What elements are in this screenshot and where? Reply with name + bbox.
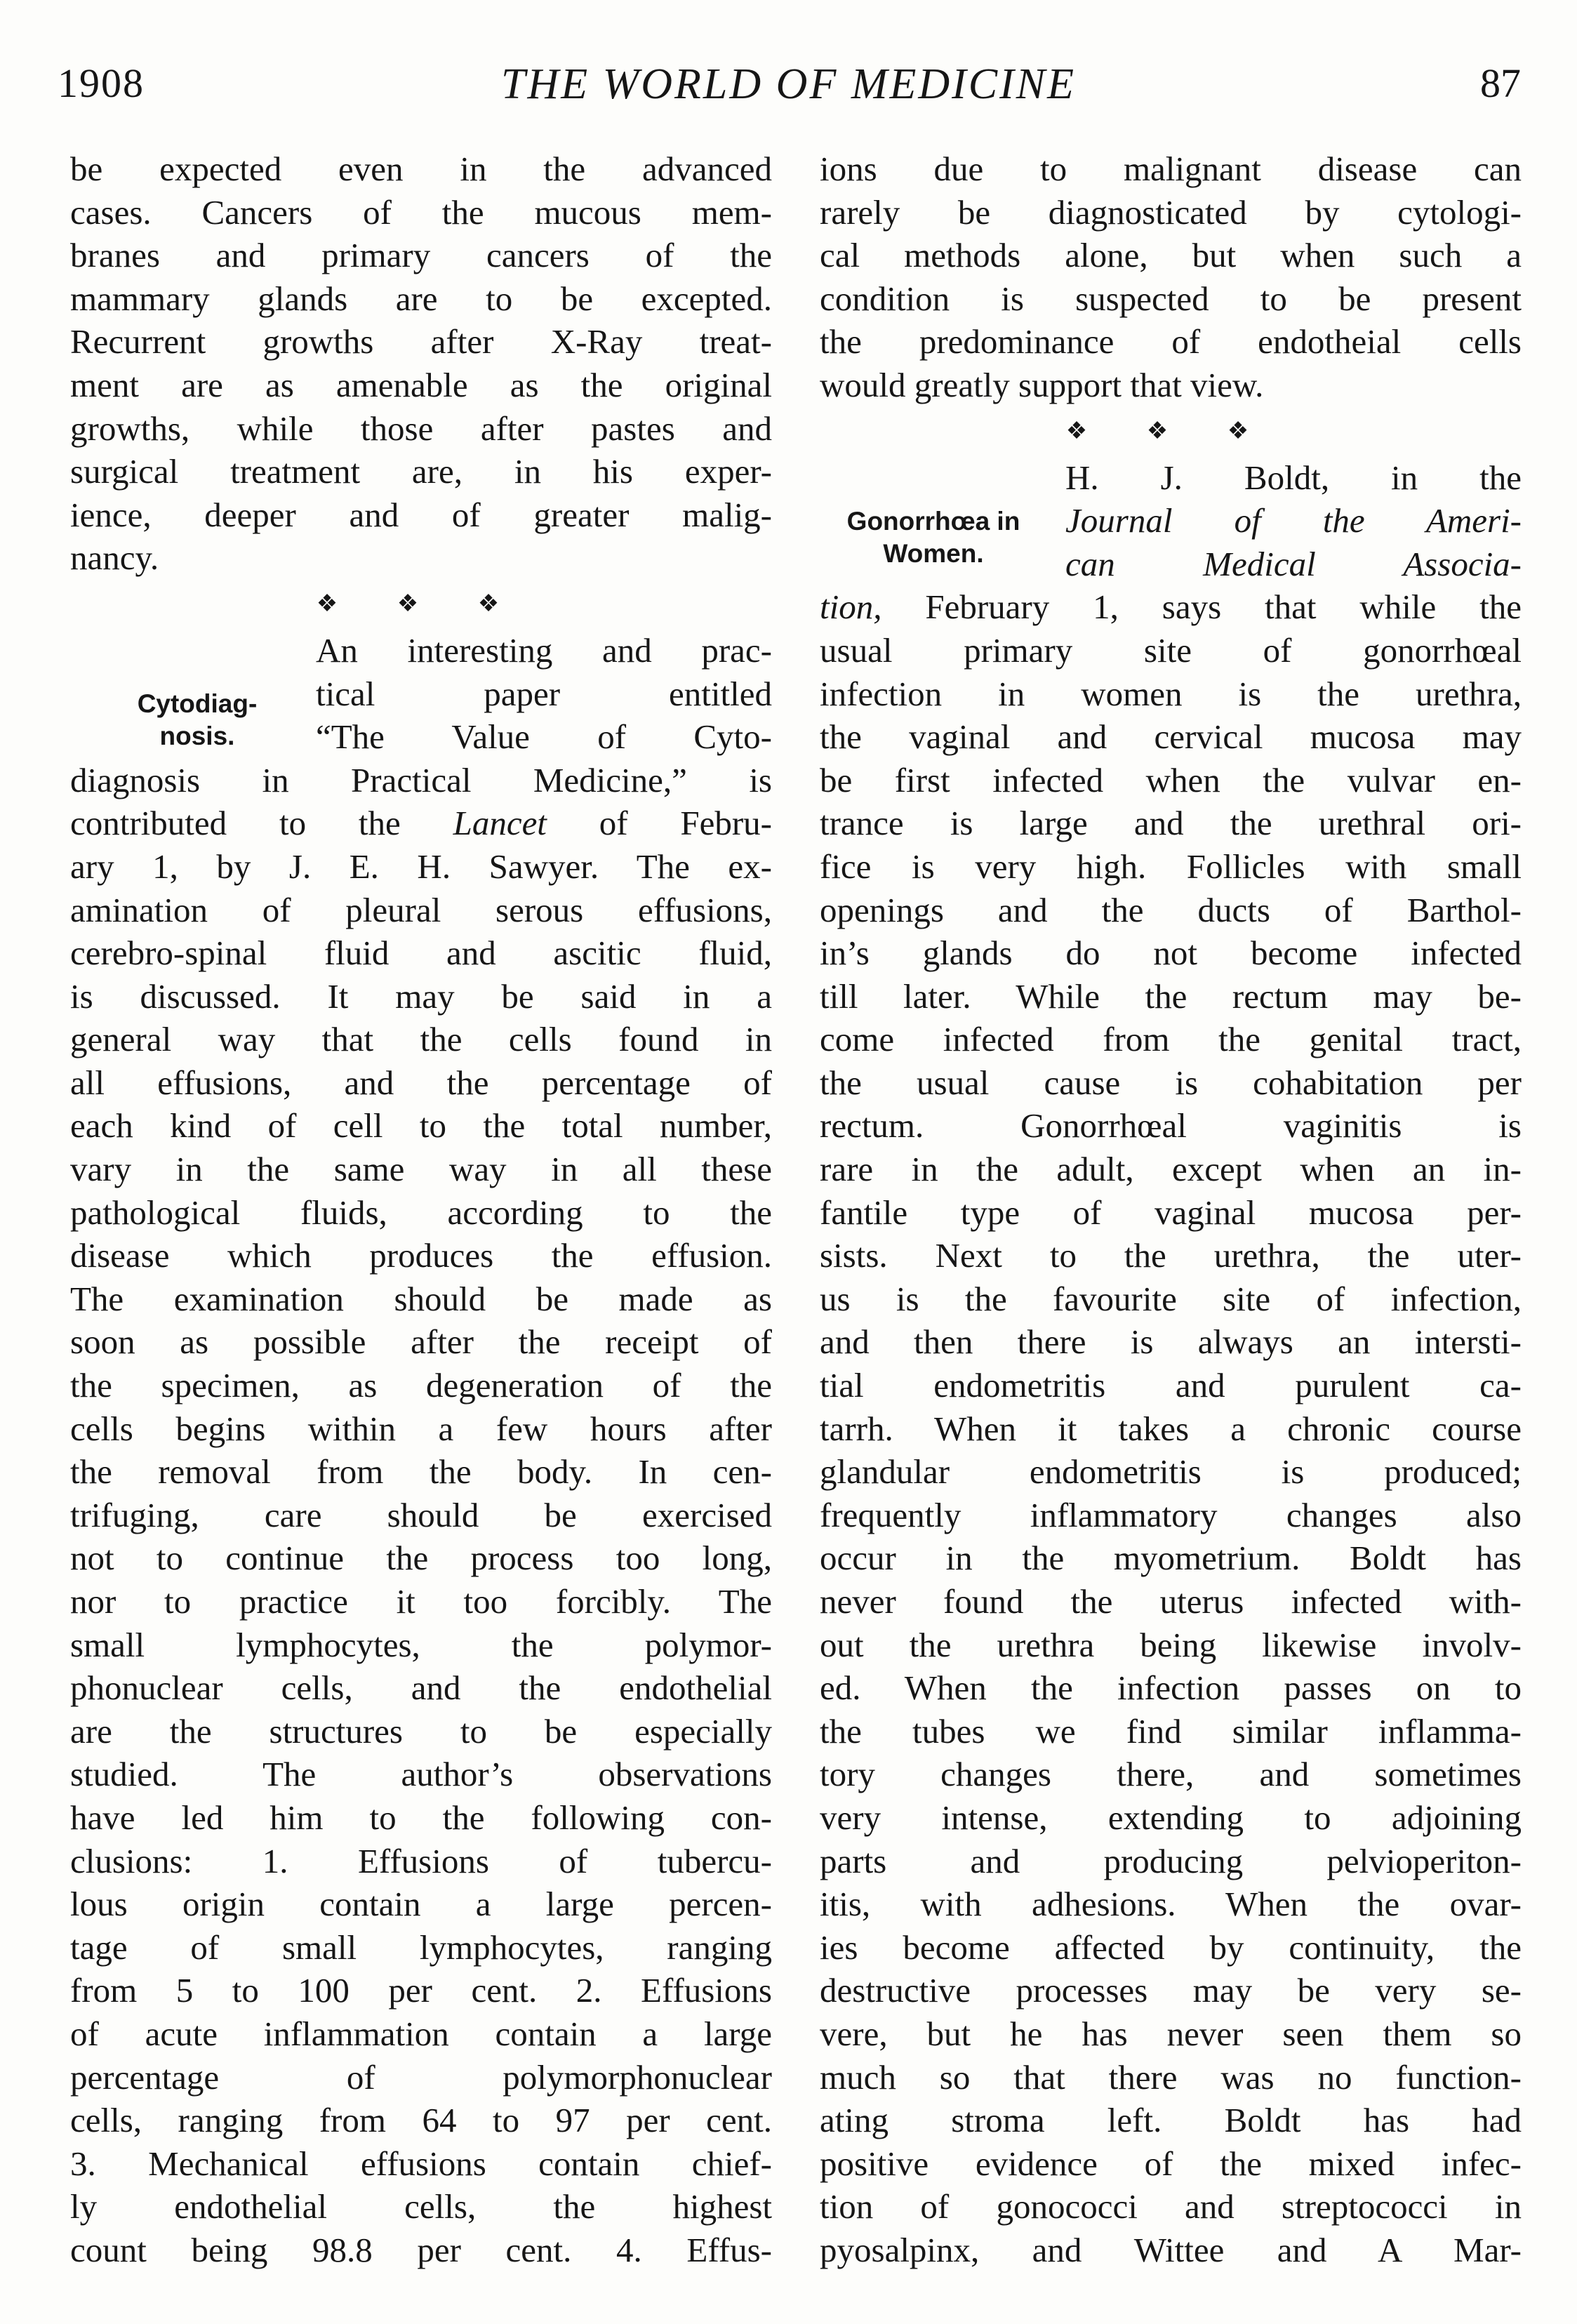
text-line: disease which produces the effusion. (70, 1236, 772, 1275)
text-line: openings and the ducts of Barthol- (820, 890, 1522, 929)
left-column (70, 147, 772, 2272)
right-column (820, 147, 1522, 2272)
text-line: vere, but he has never seen them so (820, 2014, 1522, 2053)
text-line: tical paper entitled (316, 674, 772, 713)
text-line: would greatly support that view. (820, 365, 1264, 404)
journal-name: tion, (820, 587, 882, 627)
text-line: be expected even in the advanced (70, 150, 772, 188)
gonorrhoea-section (820, 456, 1522, 2272)
text-line: ly endothelial cells, the highest (70, 2187, 772, 2226)
text-line: much so that there was no function- (820, 2057, 1522, 2097)
text-line: parts and producing pelvioperiton- (820, 1841, 1522, 1880)
text-line: contributed to the Lancet of Febru- (70, 804, 773, 843)
text-line: branes and primary cancers of the (70, 236, 772, 275)
text-line: in’s glands do not become infected (820, 934, 1522, 973)
text-line: rare in the adult, except when an in- (820, 1150, 1522, 1189)
text-line: Recurrent growths after X-Ray treat- (70, 322, 772, 361)
text-line: out the urethra being likewise involv- (820, 1625, 1522, 1664)
text-line: the vaginal and cervical mucosa may (820, 717, 1522, 757)
journal-name: Lancet (453, 804, 547, 843)
text-line: nor to practice it too forcibly. The (70, 1582, 772, 1621)
header-title: THE WORLD OF MEDICINE (501, 60, 1076, 108)
text-line: tory changes there, and sometimes (820, 1755, 1522, 1794)
text-line: tion, February 1, says that while the (820, 587, 1522, 627)
text-line: itis, with adhesions. When the ovar- (820, 1885, 1522, 1924)
sidehead-cytodiagnosis (102, 688, 292, 752)
text-line: each kind of cell to the total number, (70, 1106, 772, 1146)
text-line: ed. When the infection passes on to (820, 1668, 1522, 1708)
text-line: ies become affected by continuity, the (820, 1927, 1522, 1967)
text-line: come infected from the genital tract, (820, 1020, 1522, 1059)
text-line: positive evidence of the mixed infec- (820, 2144, 1522, 2183)
sidehead-line: Cytodiag- (137, 689, 258, 718)
cytodiagnosis-section (70, 629, 772, 2272)
text-line: tial endometritis and purulent ca- (820, 1366, 1522, 1405)
text-line: pyosalpinx, and Wittee and A Mar- (820, 2230, 1522, 2269)
text-line: 3. Mechanical effusions contain chief- (70, 2144, 772, 2183)
text-line: never found the uterus infected with- (820, 1582, 1522, 1621)
text-line: us is the favourite site of infection, (820, 1279, 1522, 1318)
text-line: the predominance of endotheial cells (820, 322, 1522, 361)
text-line: vary in the same way in all these (70, 1150, 772, 1189)
text-line: very intense, extending to adjoining (820, 1798, 1522, 1837)
text-line: phonuclear cells, and the endothelial (70, 1668, 772, 1708)
text-line: usual primary site of gonorrhœal (820, 630, 1522, 670)
text-line: cal methods alone, but when such a (820, 236, 1522, 275)
text-line: studied. The author’s observations (70, 1755, 772, 1794)
text-line: lous origin contain a large percen- (70, 1885, 772, 1924)
text-line: frequently inflammatory changes also (820, 1495, 1522, 1534)
text-line: nancy. (70, 538, 159, 578)
text-line: fantile type of vaginal mucosa per- (820, 1193, 1522, 1232)
text-line: from 5 to 100 per cent. 2. Effusions (70, 1971, 772, 2010)
text-line: all effusions, and the percentage of (70, 1063, 772, 1102)
journal-name: can Medical Associa- (1065, 544, 1522, 583)
text-line: growths, while those after pastes and (70, 409, 772, 448)
text-line: rarely be diagnosticated by cytologi- (820, 192, 1522, 232)
text-line: the specimen, as degeneration of the (70, 1366, 772, 1405)
sidehead-line: Gonorrhœa in (846, 507, 1020, 536)
text-line: cells, ranging from 64 to 97 per cent. (70, 2101, 772, 2140)
text-line: ions due to malignant disease can (820, 150, 1522, 188)
text-line: the tubes we find similar inflamma- (820, 1711, 1522, 1751)
sidehead-gonorrhoea (814, 505, 1053, 570)
text-line: be first infected when the vulvar en- (820, 760, 1522, 799)
text-line: ment are as amenable as the original (70, 365, 772, 404)
text-line: glandular endometritis is produced; (820, 1452, 1522, 1492)
text-line: infection in women is the urethra, (820, 674, 1522, 713)
text-line: not to continue the process too long, (70, 1539, 772, 1578)
text-line: ating stroma left. Boldt has had (820, 2101, 1522, 2140)
sidehead-line: Women. (883, 539, 984, 568)
text-line: mammary glands are to be excepted. (70, 279, 772, 318)
text-line: An interesting and prac- (316, 630, 772, 670)
text-line: The examination should be made as (70, 1279, 772, 1318)
section-separator: ❖ ❖ ❖ (316, 590, 526, 617)
text-line: fice is very high. Follicles with small (820, 846, 1522, 886)
sidehead-line: nosis. (159, 722, 235, 750)
text-line: ience, deeper and of greater malig- (70, 495, 772, 534)
section-separator: ❖ ❖ ❖ (1065, 418, 1276, 444)
right-opening-paragraph (820, 147, 1522, 407)
text-line: sists. Next to the urethra, the uter- (820, 1236, 1522, 1275)
text-line: have led him to the following con- (70, 1798, 772, 1837)
header-page-number: 87 (1480, 60, 1521, 106)
text-line: amination of pleural serous effusions, (70, 890, 772, 929)
text-line: pathological fluids, according to the (70, 1193, 772, 1232)
text-line: H. J. Boldt, in the (1065, 458, 1522, 497)
text-line: ary 1, by J. E. H. Sawyer. The ex- (70, 846, 772, 886)
text-line: general way that the cells found in (70, 1020, 772, 1059)
text-line: is discussed. It may be said in a (70, 976, 772, 1016)
text-line: of acute inflammation contain a large (70, 2014, 772, 2053)
text-line: cerebro-spinal fluid and ascitic fluid, (70, 934, 772, 973)
journal-name: Journal of the Ameri- (1065, 501, 1522, 540)
text-line: surgical treatment are, in his exper- (70, 452, 772, 491)
text-line: “The Value of Cyto- (316, 717, 772, 757)
text-line: diagnosis in Practical Medicine,” is (70, 760, 772, 799)
text-line: trance is large and the urethral ori- (820, 804, 1522, 843)
text-line: destructive processes may be very se- (820, 1971, 1522, 2010)
text-line: condition is suspected to be present (820, 279, 1522, 318)
text-line: till later. While the rectum may be- (820, 976, 1522, 1016)
text-line: trifuging, care should be exercised (70, 1495, 772, 1534)
text-line: soon as possible after the receipt of (70, 1322, 772, 1362)
text-line: tarrh. When it takes a chronic course (820, 1409, 1522, 1448)
text-line: small lymphocytes, the polymor- (70, 1625, 772, 1664)
text-line: the removal from the body. In cen- (70, 1452, 772, 1492)
text-line: tion of gonococci and streptococci in (820, 2187, 1522, 2226)
text-line: cells begins within a few hours after (70, 1409, 772, 1448)
text-line: tage of small lymphocytes, ranging (70, 1927, 772, 1967)
text-line: cases. Cancers of the mucous mem- (70, 192, 772, 232)
text-line: count being 98.8 per cent. 4. Effus- (70, 2230, 772, 2269)
header-year: 1908 (58, 60, 145, 106)
text-line: and then there is always an intersti- (820, 1322, 1522, 1362)
text-line: clusions: 1. Effusions of tubercu- (70, 1841, 772, 1880)
text-line: percentage of polymorphonuclear (70, 2057, 772, 2097)
text-line: the usual cause is cohabitation per (820, 1063, 1522, 1102)
left-opening-paragraph (70, 147, 772, 580)
text-line: are the structures to be especially (70, 1711, 772, 1751)
text-line: occur in the myometrium. Boldt has (820, 1539, 1522, 1578)
text-line: rectum. Gonorrhœal vaginitis is (820, 1106, 1522, 1146)
